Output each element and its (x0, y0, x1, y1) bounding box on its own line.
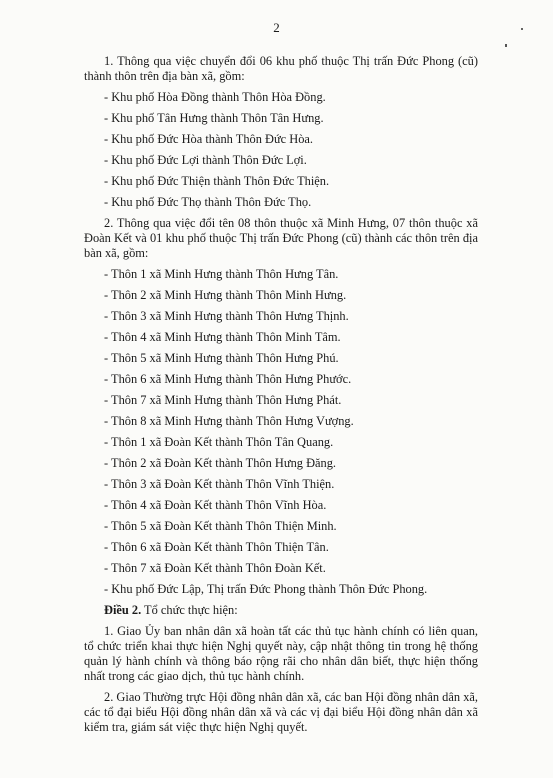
list-item: - Thôn 3 xã Đoàn Kết thành Thôn Vĩnh Thiện. (104, 477, 335, 491)
scan-speck (505, 44, 507, 47)
list-item: - Thôn 1 xã Đoàn Kết thành Thôn Tân Quang. (104, 435, 334, 449)
list-item: - Thôn 7 xã Đoàn Kết thành Thôn Đoàn Kết. (104, 561, 326, 575)
list-item: - Khu phố Đức Lợi thành Thôn Đức Lợi. (104, 153, 307, 167)
list-item: - Thôn 5 xã Minh Hưng thành Thôn Hưng Phú. (104, 351, 339, 365)
list-item: - Khu phố Đức Thiện thành Thôn Đức Thiện. (104, 174, 330, 188)
list-item: - Thôn 3 xã Minh Hưng thành Thôn Hưng Thịnh. (104, 309, 349, 323)
list-item: - Khu phố Tân Hưng thành Thôn Tân Hưng. (104, 111, 324, 125)
list-item: - Thôn 4 xã Đoàn Kết thành Thôn Vĩnh Hòa. (104, 498, 327, 512)
section2-intro: 2. Thông qua việc đổi tên 08 thôn thuộc xã Minh Hưng, 07 thôn thuộc xã Đoàn Kết và 01 khu phố thuộc Thị trấn Đức Phong (cũ) thành các thôn trên địa bàn xã, gồm: (84, 216, 478, 260)
list-item: - Khu phố Đức Hòa thành Thôn Đức Hòa. (104, 132, 314, 146)
section2-list (84, 267, 478, 597)
document-body (84, 54, 478, 741)
list-item: - Khu phố Hòa Đồng thành Thôn Hòa Đồng. (104, 90, 326, 104)
list-item: - Thôn 2 xã Minh Hưng thành Thôn Minh Hưng. (104, 288, 347, 302)
list-item: - Thôn 6 xã Đoàn Kết thành Thôn Thiện Tân. (104, 540, 329, 554)
list-item: - Thôn 1 xã Minh Hưng thành Thôn Hưng Tân. (104, 267, 339, 281)
article2-title: Tổ chức thực hiện: (141, 603, 238, 617)
list-item: - Thôn 2 xã Đoàn Kết thành Thôn Hưng Đăng. (104, 456, 337, 470)
list-item: - Thôn 5 xã Đoàn Kết thành Thôn Thiện Minh. (104, 519, 337, 533)
scan-speck (521, 28, 523, 30)
list-item: - Thôn 4 xã Minh Hưng thành Thôn Minh Tâm. (104, 330, 341, 344)
list-item: - Thôn 8 xã Minh Hưng thành Thôn Hưng Vượng. (104, 414, 354, 428)
article2-clause-1: 1. Giao Ủy ban nhân dân xã hoàn tất các thủ tục hành chính có liên quan, tổ chức triển khai thực hiện Nghị quyết này, cập nhật thông tin trong hệ thống quản lý hành chính và thông báo rộng rãi cho nhân dân biết, thực hiện thống nhất trong các giao dịch, thủ tục hành chính. (84, 624, 478, 683)
list-item: - Thôn 6 xã Minh Hưng thành Thôn Hưng Phước. (104, 372, 352, 386)
list-item: - Khu phố Đức Thọ thành Thôn Đức Thọ. (104, 195, 312, 209)
article2-clause-2: 2. Giao Thường trực Hội đồng nhân dân xã, các ban Hội đồng nhân dân xã, các tổ đại biểu Hội đồng nhân dân xã và các vị đại biểu Hội đồng nhân dân xã kiểm tra, giám sát việc thực hiện Nghị quyết. (84, 690, 478, 734)
page-number: 2 (273, 20, 280, 35)
list-item: - Thôn 7 xã Minh Hưng thành Thôn Hưng Phát. (104, 393, 342, 407)
article2-heading (84, 603, 478, 618)
list-item: - Khu phố Đức Lập, Thị trấn Đức Phong thành Thôn Đức Phong. (104, 582, 428, 596)
section1-intro: 1. Thông qua việc chuyển đổi 06 khu phố thuộc Thị trấn Đức Phong (cũ) thành thôn trên địa bàn xã, gồm: (84, 54, 478, 83)
section1-list (84, 90, 478, 210)
article2-label: Điều 2. (104, 603, 142, 617)
